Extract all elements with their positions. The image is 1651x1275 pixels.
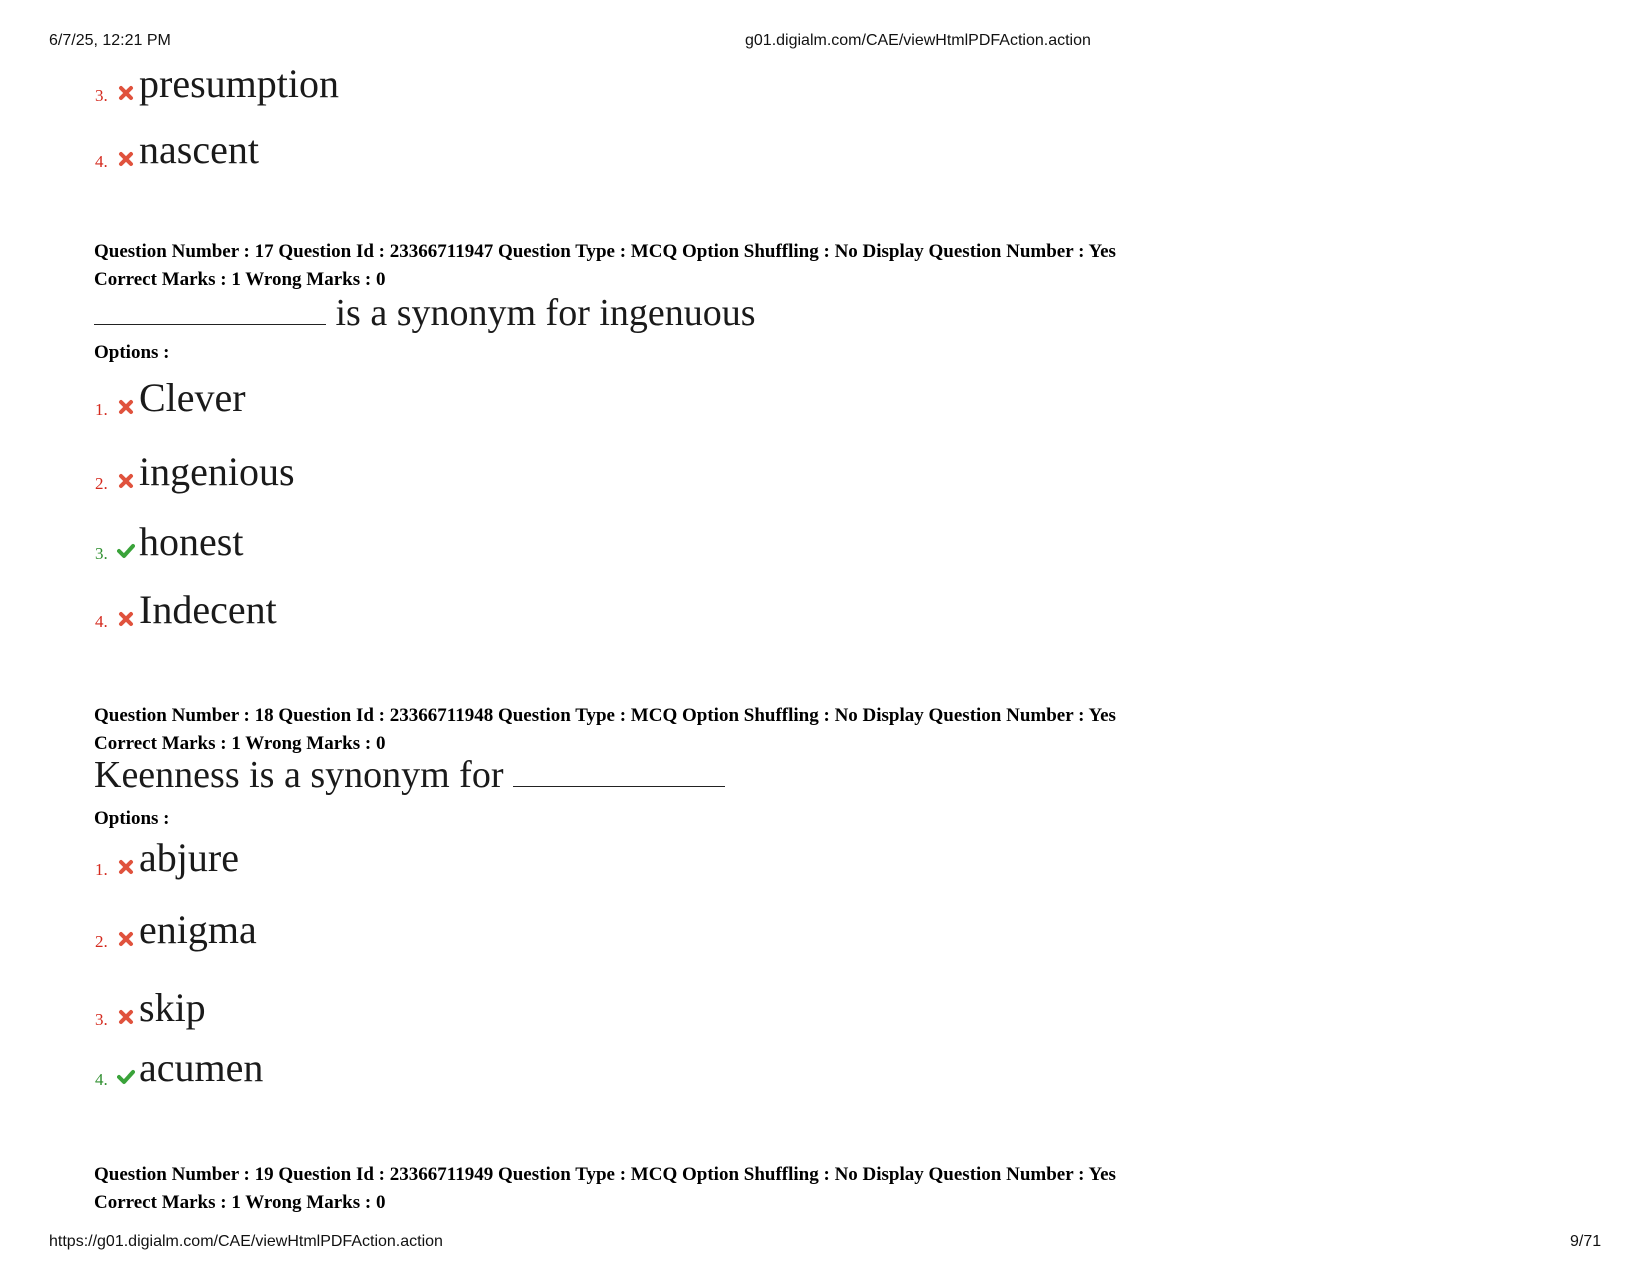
option-number: 3. [95,544,108,563]
wrong-icon [117,84,135,102]
question-text [94,290,756,335]
option-row [95,52,339,108]
option-text: honest [139,519,244,564]
option-row [95,510,243,566]
wrong-icon [117,398,135,416]
option-text: abjure [139,835,239,880]
options-label: Options : [94,342,170,363]
wrong-icon [117,930,135,948]
check-icon [117,542,135,560]
question-meta: Question Number : 19 Question Id : 23366711949 Question Type : MCQ Option Shuffling : No Display Question Number : Yes [94,1164,1116,1185]
marks-info: Correct Marks : 1 Wrong Marks : 0 [94,1192,386,1213]
answer-blank [94,290,326,325]
option-text: Clever [139,375,246,420]
question-meta: Question Number : 18 Question Id : 23366711948 Question Type : MCQ Option Shuffling : No Display Question Number : Yes [94,705,1116,726]
wrong-icon [117,150,135,168]
print-datetime: 6/7/25, 12:21 PM [49,32,171,49]
footer-url: https://g01.digialm.com/CAE/viewHtmlPDFAction.action [49,1233,443,1250]
option-row [95,898,257,954]
option-number: 4. [95,152,108,171]
wrong-icon [117,472,135,490]
option-number: 2. [95,474,108,493]
option-number: 1. [95,400,108,419]
option-text: acumen [139,1045,264,1090]
wrong-icon [117,858,135,876]
option-text: enigma [139,907,257,952]
option-text: nascent [139,127,259,172]
options-label: Options : [94,808,170,829]
option-number: 4. [95,612,108,631]
check-icon [117,1068,135,1086]
question-meta: Question Number : 17 Question Id : 23366711947 Question Type : MCQ Option Shuffling : No Display Question Number : Yes [94,241,1116,262]
question-text [94,752,725,797]
wrong-icon [117,610,135,628]
option-number: 3. [95,1010,108,1029]
question-text-content: is a synonym for ingenuous [335,292,756,334]
option-text: ingenious [139,449,295,494]
option-row [95,1036,263,1092]
option-text: skip [139,985,206,1030]
option-number: 3. [95,86,108,105]
option-number: 1. [95,860,108,879]
marks-info: Correct Marks : 1 Wrong Marks : 0 [94,269,386,290]
option-row [95,118,259,174]
option-row [95,366,246,422]
question-text-content: Keenness is a synonym for [94,754,504,796]
option-number: 4. [95,1070,108,1089]
option-row [95,440,295,496]
wrong-icon [117,1008,135,1026]
option-row [95,578,277,634]
option-text: presumption [139,61,339,106]
page-number: 9/71 [1570,1233,1602,1250]
option-text: Indecent [139,587,277,632]
print-url: g01.digialm.com/CAE/viewHtmlPDFAction.action [745,32,1091,49]
marks-info: Correct Marks : 1 Wrong Marks : 0 [94,733,386,754]
option-number: 2. [95,932,108,951]
option-row [95,976,206,1032]
option-row [95,826,239,882]
answer-blank [513,752,725,787]
